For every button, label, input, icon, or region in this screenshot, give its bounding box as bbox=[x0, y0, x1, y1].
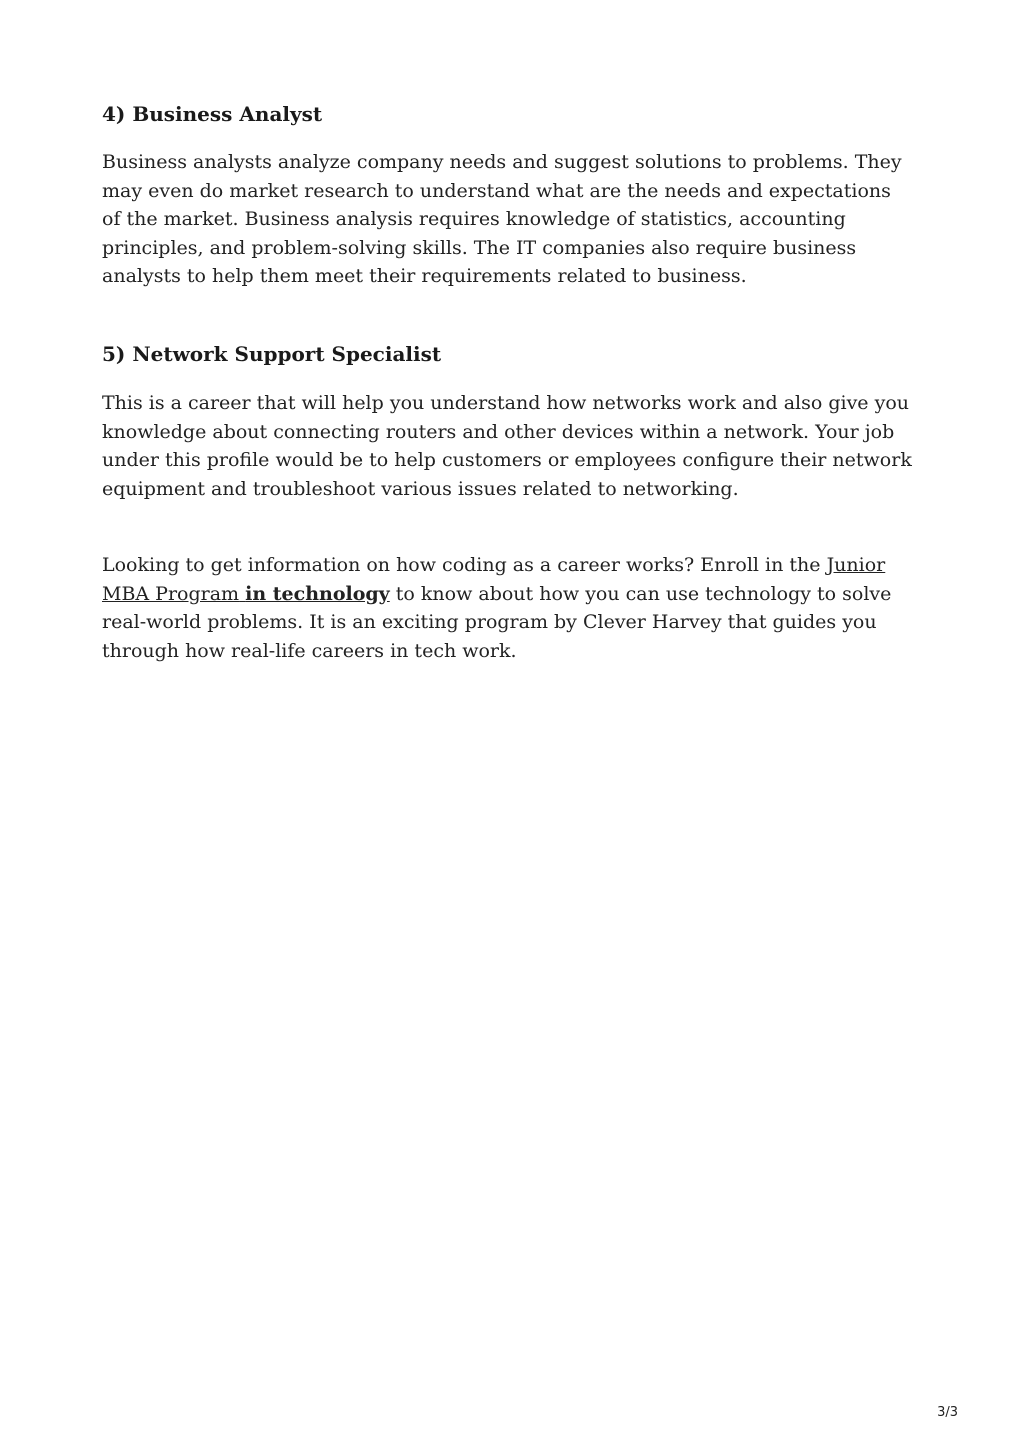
section-heading-business-analyst: 4) Business Analyst bbox=[102, 102, 323, 126]
in-technology-link[interactable]: in technology bbox=[245, 582, 390, 605]
section-heading-network-support-specialist: 5) Network Support Specialist bbox=[102, 342, 442, 366]
cta-text-before-link: Looking to get information on how coding as a career works? Enroll in the bbox=[102, 554, 827, 576]
cta-text-after-link: to know about how you can use technology to solve real-world problems. It is an exciting program by Clever Harvey that guides you through how real-life careers in tech work. bbox=[102, 582, 892, 662]
page-number: 3/3 bbox=[937, 1405, 958, 1420]
section-body-network-support-specialist: This is a career that will help you understand how networks work and also give you knowledge about connecting routers and other devices within a network. Your job under this profile would be to help customers or employees configure their network equipment and troubleshoot various issues related to networking. bbox=[102, 392, 912, 500]
cta-paragraph bbox=[102, 551, 912, 665]
junior-mba-program-link[interactable]: Junior MBA Program bbox=[102, 554, 886, 605]
section-body-business-analyst: Business analysts analyze company needs and suggest solutions to problems. They may even do market research to understand what are the needs and expectations of the market. Business analysis requires knowledge of statistics, accounting principles, and problem-solving skills. The IT companies also require business analysts to help them meet their requirements related to business. bbox=[102, 151, 902, 287]
